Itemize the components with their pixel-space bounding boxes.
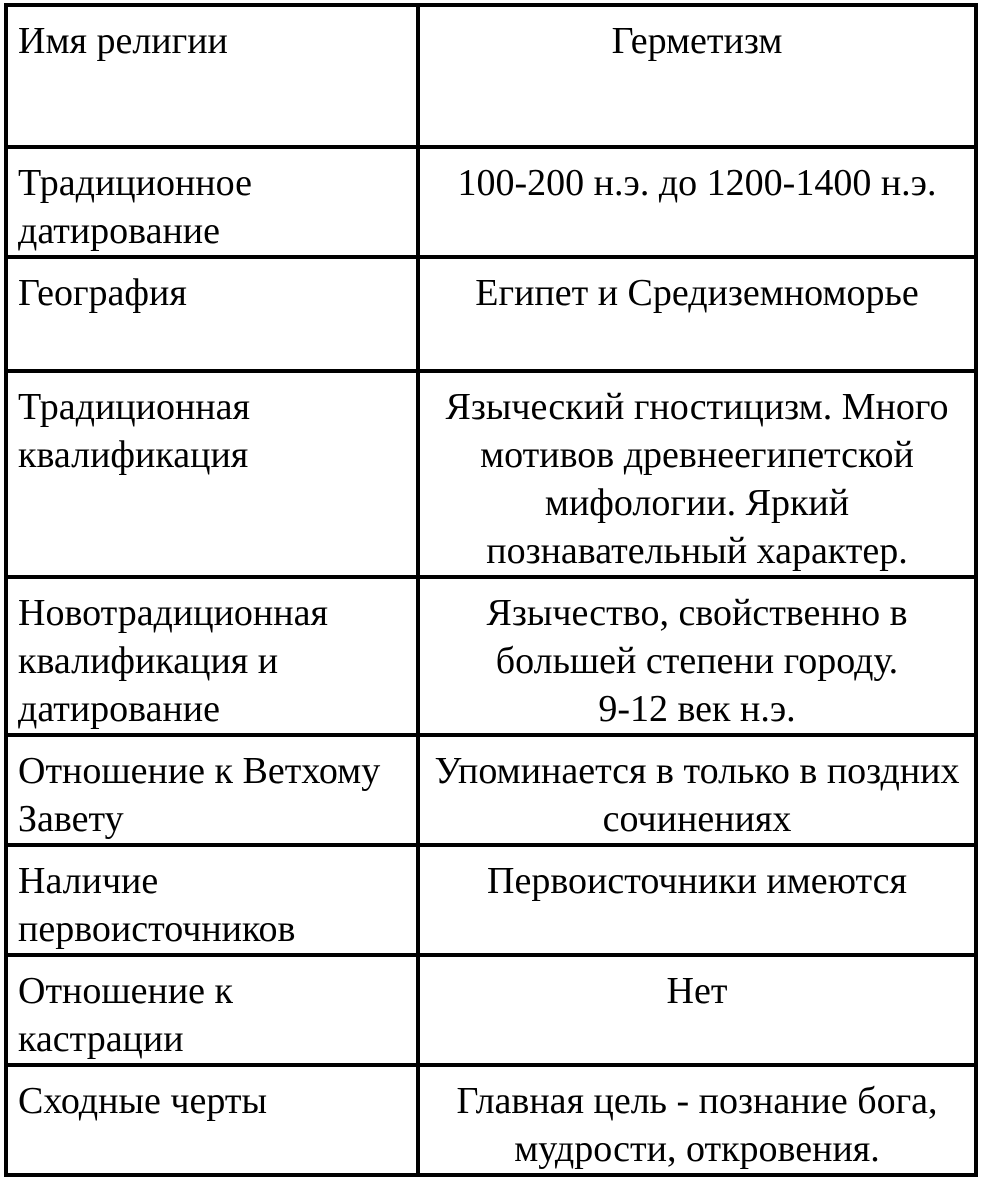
table-row-geography [6, 257, 976, 371]
row-label: Традиционная квалификация [6, 371, 418, 577]
row-value: Герметизм [418, 5, 976, 147]
row-label: Сходные черты [6, 1065, 418, 1175]
row-value: Язычество, свойственно в большей степени городу. 9-12 век н.э. [418, 577, 976, 735]
table-row-religion-name [6, 5, 976, 147]
row-label: Отношение к Ветхому Завету [6, 735, 418, 845]
row-label: Имя религии [6, 5, 418, 147]
row-label: Отношение к кастрации [6, 955, 418, 1065]
row-label: Наличие первоисточников [6, 845, 418, 955]
table-row-castration [6, 955, 976, 1065]
table-row-traditional-dating [6, 147, 976, 257]
row-label: География [6, 257, 418, 371]
religion-comparison-table [4, 3, 978, 1177]
table-row-primary-sources [6, 845, 976, 955]
row-value: Языческий гностицизм. Много мотивов древнеегипетской мифологии. Яркий познавательный характер. [418, 371, 976, 577]
row-value: Египет и Средиземноморье [418, 257, 976, 371]
table-row-similar-features [6, 1065, 976, 1175]
table-row-old-testament [6, 735, 976, 845]
row-value: Нет [418, 955, 976, 1065]
row-value: Главная цель - познание бога, мудрости, откровения. [418, 1065, 976, 1175]
row-label: Новотрадиционная квалификация и датирование [6, 577, 418, 735]
table-row-new-qualification [6, 577, 976, 735]
row-value: Упоминается в только в поздних сочинениях [418, 735, 976, 845]
row-label: Традиционное датирование [6, 147, 418, 257]
table-row-traditional-qualification [6, 371, 976, 577]
row-value: Первоисточники имеются [418, 845, 976, 955]
row-value: 100-200 н.э. до 1200-1400 н.э. [418, 147, 976, 257]
